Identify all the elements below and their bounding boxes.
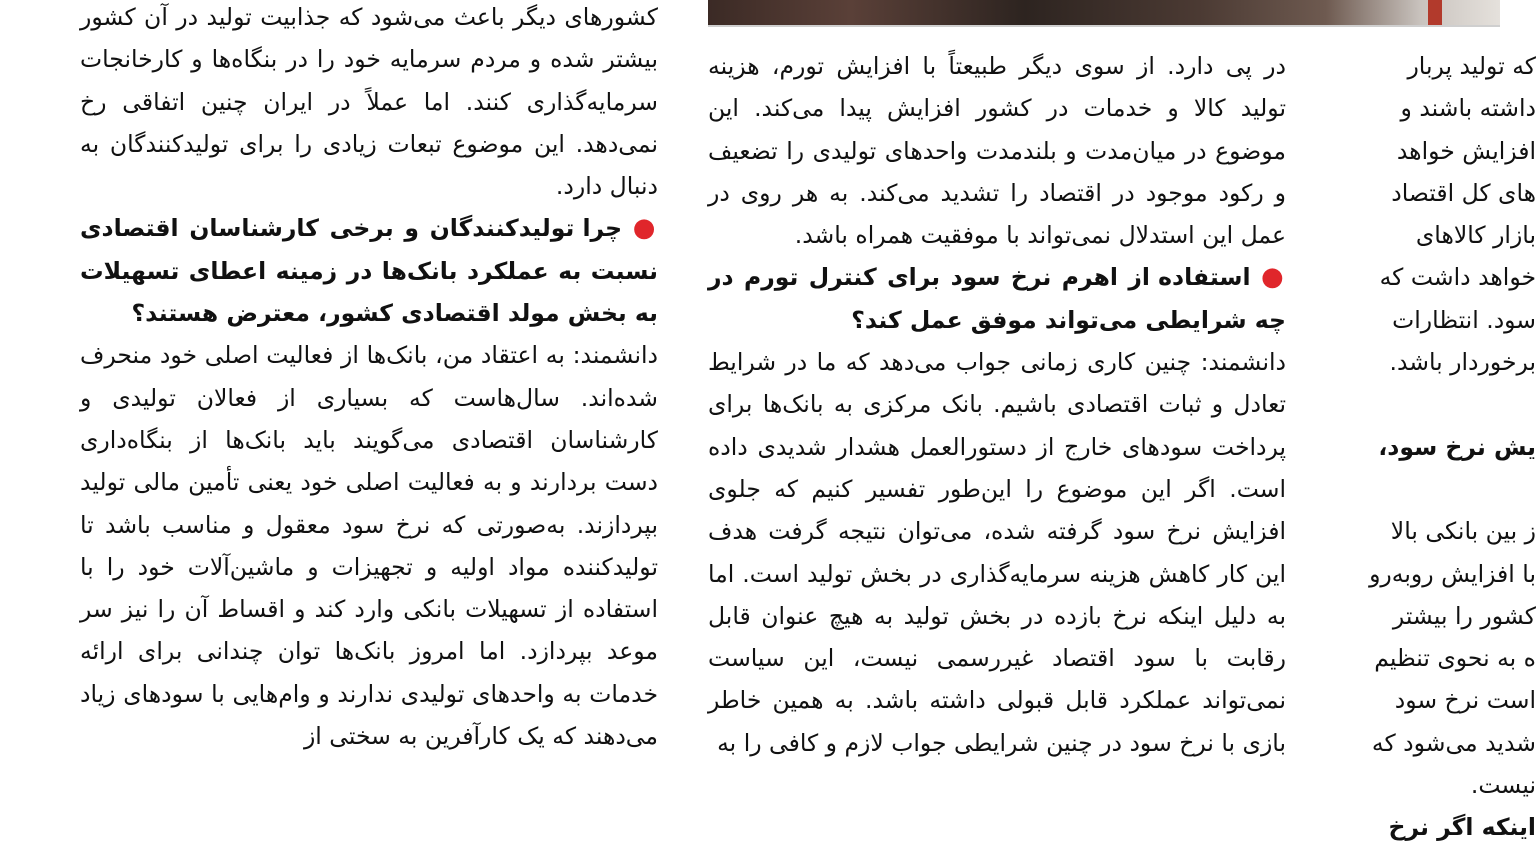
right-column-line: بازار کالاهای — [1415, 221, 1536, 250]
right-column-line: ز بین بانکی بالا — [1390, 517, 1536, 546]
left-text-column — [80, 0, 658, 858]
right-column-line: داشته باشند و — [1400, 94, 1536, 123]
right-column-line: خواهد داشت که — [1379, 263, 1536, 292]
right-column-line: برخوردار باشد. — [1389, 348, 1536, 377]
right-column-line: سود. انتظارات — [1392, 305, 1536, 334]
bullet-icon: ● — [632, 213, 659, 244]
middle-question-text: استفاده از اهرم نرخ سود برای کنترل تورم در چه شرایطی می‌تواند موفق عمل کند؟ — [708, 263, 1286, 334]
right-column-line: نیست. — [1470, 771, 1536, 800]
right-column-line: که تولید پربار — [1407, 52, 1536, 80]
right-column-line: شدید می‌شود که — [1371, 728, 1536, 757]
middle-text-column — [708, 45, 1286, 858]
left-question — [80, 207, 658, 334]
right-column-line — [1306, 383, 1536, 425]
middle-question — [708, 256, 1286, 341]
bullet-icon: ● — [1261, 262, 1286, 293]
middle-paragraph-2: دانشمند: چنین کاری زمانی جواب می‌دهد که ما در شرایط تعادل و ثبات اقتصادی باشیم. بانک مرکزی به بانک‌ها برای پرداخت سودهای خارج از دستورالعمل هشدار شدیدی داده است. اگر این موضوع را این‌طور تفسیر کنیم که جلوی افزایش نرخ سود گرفته شده، می‌توان نتیجه گرفت هدف این کار کاهش هزینه سرمایه‌گذاری در بخش تولید است. اما به دلیل اینکه نرخ بازده در بخش تولید به هیچ عنوان قابل رقابت با سود اقتصاد غیررسمی نیست، این سیاست نمی‌تواند عملکرد قابل قبولی داشته باشد. به همین خاطر بازی با نرخ سود در چنین شرایطی جواب لازم و کافی را به — [708, 348, 1286, 757]
right-column-line: اینکه اگر نرخ — [1388, 813, 1536, 842]
right-text-column — [1306, 45, 1536, 849]
right-column-line — [1306, 468, 1536, 510]
left-paragraph-1: کشورهای دیگر باعث می‌شود که جذابیت تولید در آن کشور بیشتر شده و مردم سرمایه خود را در بنگاه‌ها و کارخانجات سرمایه‌گذاری کنند. اما عملاً در ایران چنین اتفاقی رخ نمی‌دهد. این موضوع تبعات زیادی را برای تولیدکنندگان به دنبال دارد. — [80, 3, 658, 201]
left-question-text: چرا تولیدکنندگان و برخی کارشناسان اقتصادی نسبت به عملکرد بانک‌ها در زمینه اعطای تسهیلات به بخش مولد اقتصادی کشور، معترض هستند؟ — [80, 214, 658, 328]
right-column-line: کشور را بیشتر — [1392, 601, 1536, 630]
middle-paragraph-1: در پی دارد. از سوی دیگر طبیعتاً با افزایش تورم، هزینه تولید کالا و خدمات در کشور افزایش پیدا می‌کند. این موضوع در میان‌مدت و بلندمدت واحدهای تولیدی را تضعیف و رکود موجود در اقتصاد را تشدید می‌کند. به هر روی در عمل این استدلال نمی‌تواند با موفقیت همراه باشد. — [708, 52, 1286, 250]
right-column-line: افزایش خواهد — [1396, 136, 1536, 165]
right-column-clip — [1336, 0, 1536, 858]
right-column-line: های کل اقتصاد — [1391, 178, 1536, 207]
left-paragraph-2: دانشمند: به اعتقاد من، بانک‌ها از فعالیت اصلی خود منحرف شده‌اند. سال‌هاست که بسیاری از فعالان تولیدی و کارشناسان اقتصادی می‌گویند باید بانک‌ها از بنگاه‌داری دست بردارند و به فعالیت اصلی خود یعنی تأمین مالی تولید بپردازند. به‌صورتی که نرخ سود معقول و مناسب باشد تا تولیدکننده مواد اولیه و تجهیزات و ماشین‌آلات خود را با استفاده از تسهیلات بانکی وارد کند و اقساط آن را نیز سر موعد بپردازد. اما امروز بانک‌ها توان چندانی برای ارائه خدمات به واحدهای تولیدی ندارند و وام‌هایی با سودهای زیاد می‌دهند که یک کارآفرین به سختی از — [80, 341, 658, 751]
right-column-line: یش نرخ سود، — [1378, 432, 1536, 461]
right-column-line: با افزایش روبه‌رو — [1369, 559, 1536, 588]
right-column-line: ه به نحوی تنظیم — [1374, 644, 1536, 673]
right-column-line: است نرخ سود — [1394, 686, 1536, 715]
